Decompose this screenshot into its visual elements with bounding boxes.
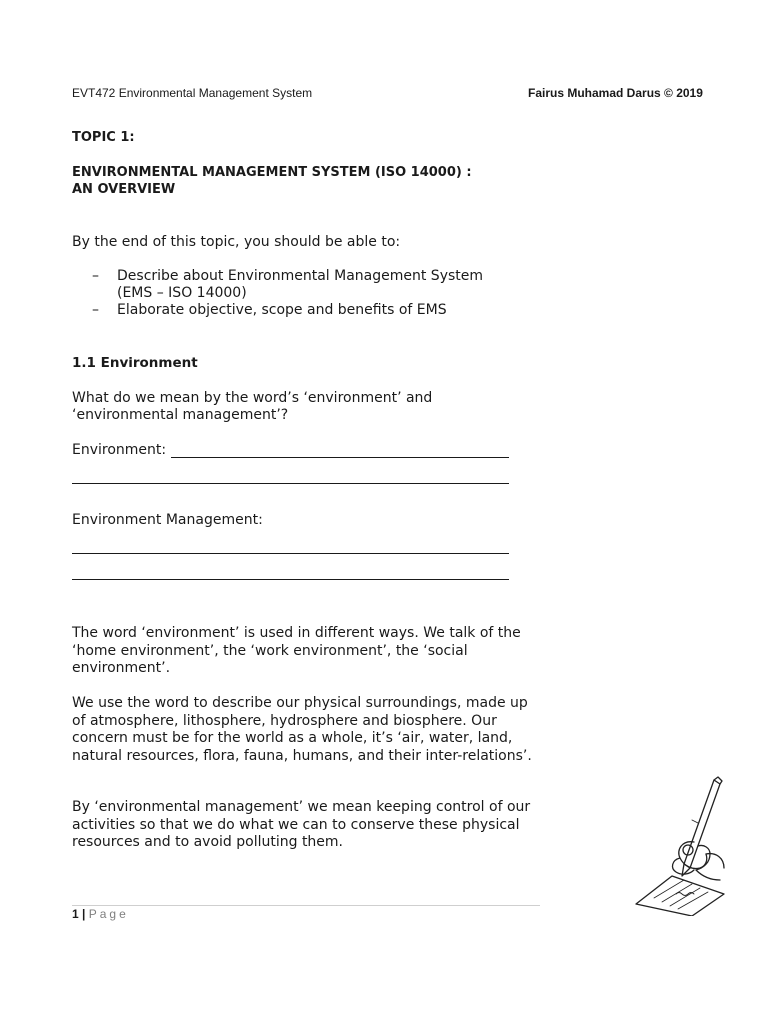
section-heading: 1.1 Environment (72, 355, 198, 371)
answer-line (72, 579, 509, 580)
objective-item-1-line2: (EMS – ISO 14000) (117, 285, 247, 301)
hand-writing-with-pen-icon (632, 776, 726, 916)
paragraph-3: By ‘environmental management’ we mean keeping control of our activities so that we do what we can to conserve these physical resources and to avoid polluting them. (72, 799, 531, 850)
answer-line (72, 483, 509, 484)
objective-item-2-line1: Elaborate objective, scope and benefits of EMS (117, 302, 447, 318)
objective-item-1-line1: Describe about Environmental Management System (117, 268, 484, 284)
page-footer (72, 907, 129, 921)
question-line2: ‘environmental management’? (72, 407, 289, 423)
topic-title-line2: AN OVERVIEW (72, 182, 176, 197)
header-author: Fairus Muhamad Darus © 2019 (528, 86, 703, 100)
header-course-title: EVT472 Environmental Management System (72, 86, 313, 100)
footer-divider (72, 905, 540, 906)
paragraph-2: We use the word to describe our physical surroundings, made up of atmosphere, lithosphere, hydrosphere and biosphere. Our concern must be for the world as a whole, it’s ‘air, water, land, natural resources, flora, fauna, humans, and their inter-relations’. (72, 695, 532, 764)
answer-line (72, 553, 509, 554)
page-word: Page (88, 907, 129, 921)
page-number: 1 (72, 907, 79, 921)
bullet-dash: – (92, 302, 99, 318)
topic-label: TOPIC 1: (72, 130, 135, 145)
bullet-dash: – (92, 268, 99, 284)
paragraph-1: The word ‘environment’ is used in different ways. We talk of the ‘home environment’, the ‘work environment’, the ‘social environment’. (72, 625, 521, 676)
management-label: Environment Management: (72, 512, 263, 528)
topic-title-line1: ENVIRONMENTAL MANAGEMENT SYSTEM (ISO 14000) : (72, 165, 472, 180)
objectives-intro: By the end of this topic, you should be able to: (72, 234, 401, 250)
footer-separator: | (82, 907, 86, 921)
question-line1: What do we mean by the word’s ‘environment’ and (72, 390, 433, 406)
environment-label: Environment: (72, 442, 167, 458)
answer-line (171, 457, 509, 458)
